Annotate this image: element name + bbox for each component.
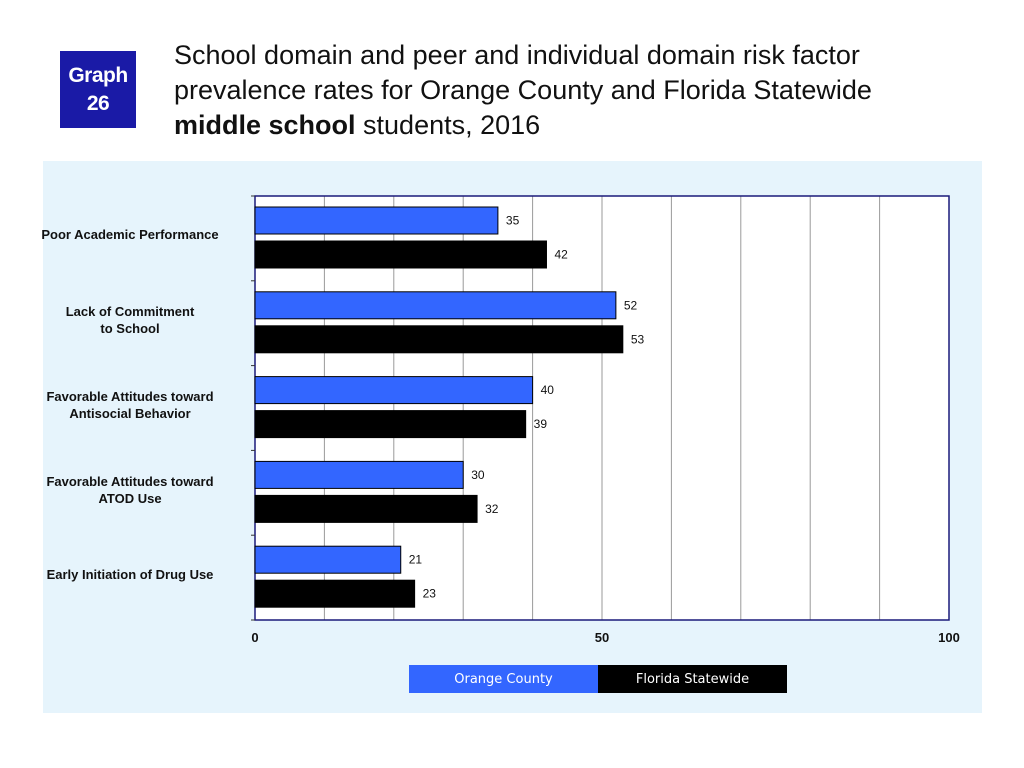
title-emphasis: middle school [174,110,356,140]
category-label [10,303,250,337]
category-label-line-1: Lack of Commitment [65,304,195,320]
bar-florida-statewide [255,495,477,522]
data-label-florida-statewide: 39 [533,417,548,432]
data-label-florida-statewide: 42 [554,247,568,262]
bar-florida-statewide [255,241,546,268]
x-tick-label: 0 [251,630,259,645]
legend-item-florida-statewide: Florida Statewide [598,665,787,693]
bar-orange-county [255,292,616,319]
x-tick-label: 50 [594,630,610,645]
category-label-line-2: to School [100,321,160,337]
legend-item-orange-county: Orange County [409,665,598,693]
category-label [10,388,250,422]
legend [409,665,787,693]
data-label-orange-county: 30 [471,467,485,482]
category-label-line-1: Early Initiation of Drug Use [46,566,214,582]
category-label [10,566,250,583]
badge-label: Graph [68,63,128,87]
category-label-line-2: Antisocial Behavior [69,406,191,421]
data-label-orange-county: 35 [505,213,520,228]
x-tick-label: 100 [938,630,960,645]
data-label-orange-county: 40 [540,383,554,398]
title-line-2: prevalence rates for Orange County and Florida Statewide [174,75,872,105]
badge-number: 26 [86,91,110,115]
title-line-1: School domain and peer and individual domain risk factor [174,40,860,70]
bar-orange-county [255,461,463,488]
data-label-florida-statewide: 23 [422,586,436,601]
data-label-orange-county: 21 [408,552,423,567]
data-label-orange-county: 52 [623,298,638,313]
category-label-line-1: Poor Academic Performance [41,227,219,243]
category-label-line-1: Favorable Attitudes toward [46,473,214,489]
bar-orange-county [255,377,533,404]
category-label-line-1: Favorable Attitudes toward [46,389,214,404]
bar-florida-statewide [255,411,526,438]
category-label [10,473,250,507]
category-label-line-2: ATOD Use [98,490,162,506]
data-label-florida-statewide: 53 [630,332,645,347]
bar-florida-statewide [255,326,623,353]
bar-orange-county [255,546,401,573]
category-label [10,226,250,243]
data-label-florida-statewide: 32 [485,501,499,516]
bar-orange-county [255,207,498,234]
bar-florida-statewide [255,580,415,607]
title-line-3-rest: students, 2016 [355,110,541,140]
